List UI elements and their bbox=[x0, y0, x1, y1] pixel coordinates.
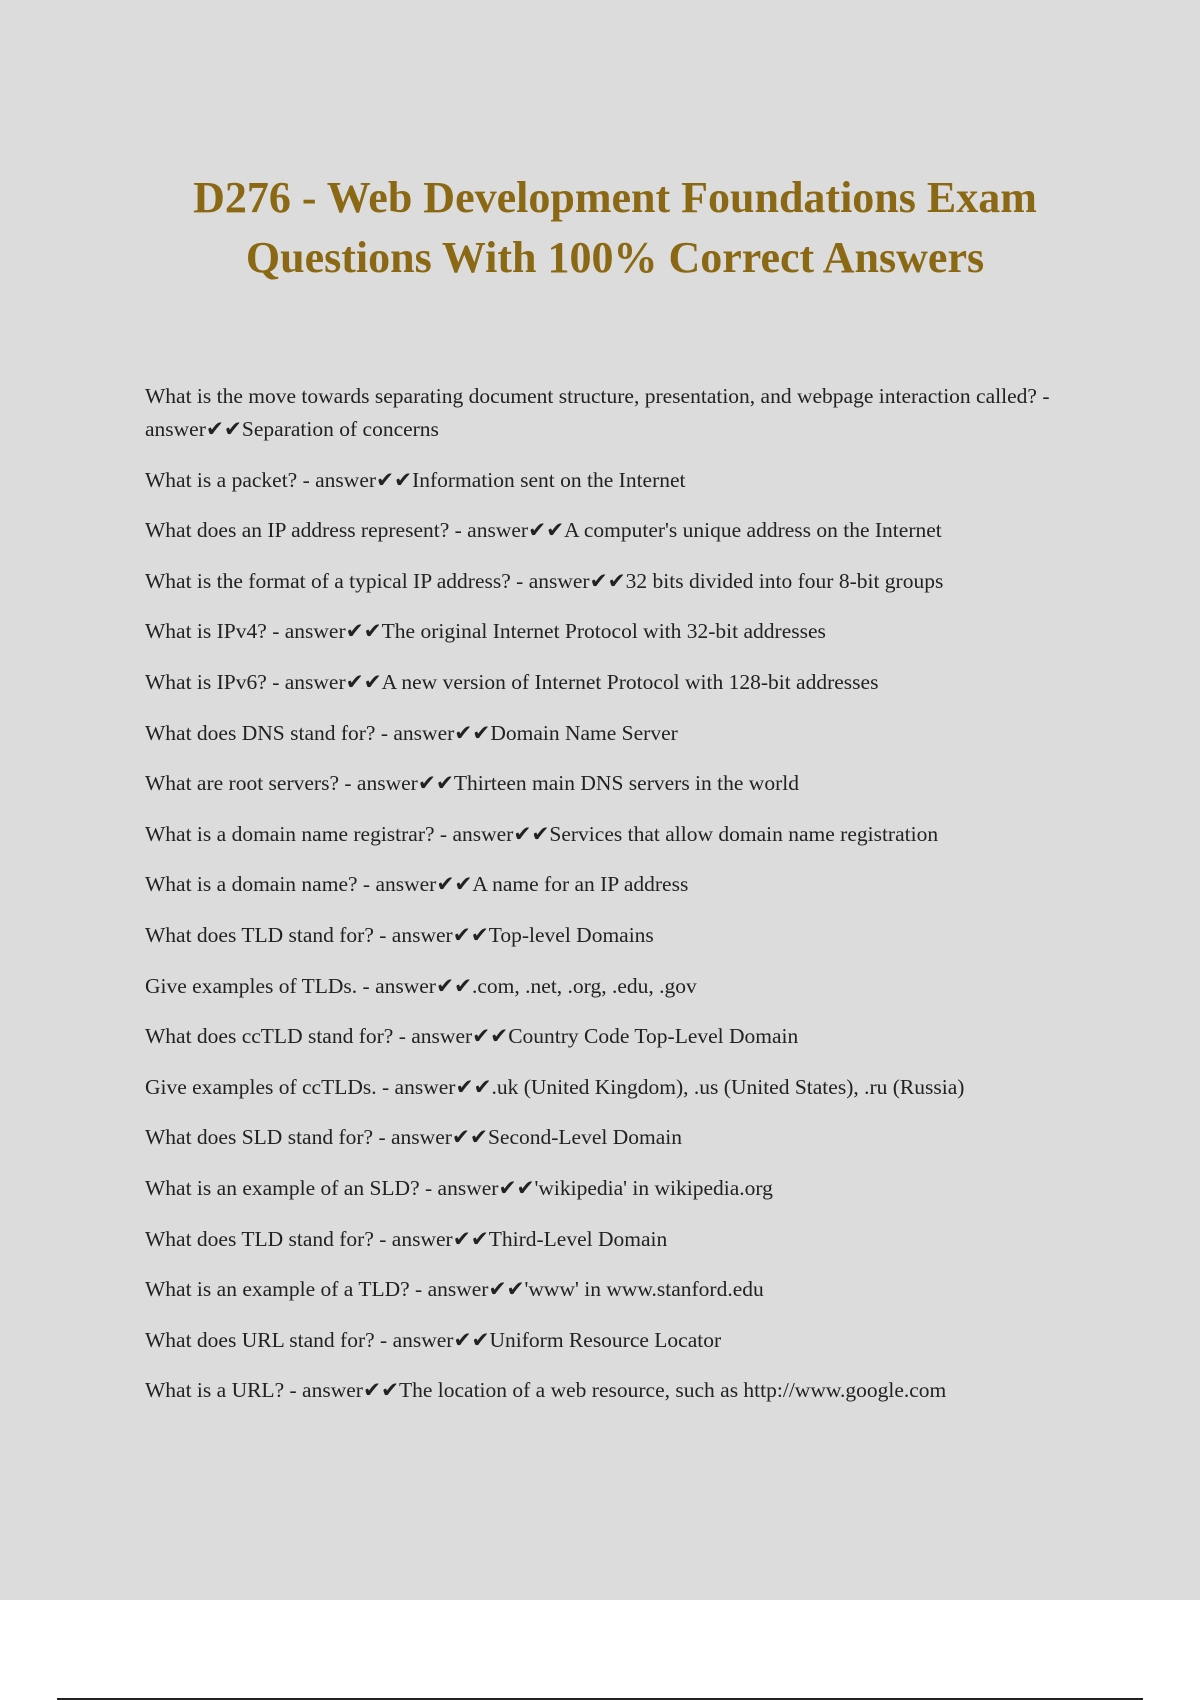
check-icon: ✔✔ bbox=[345, 619, 382, 644]
answer-text: 32 bits divided into four 8-bit groups bbox=[625, 568, 944, 593]
check-icon: ✔✔ bbox=[453, 1327, 490, 1352]
qa-item bbox=[145, 1273, 1085, 1306]
answer-text: Third-Level Domain bbox=[488, 1226, 668, 1251]
qa-item bbox=[145, 1324, 1085, 1357]
check-icon: ✔✔ bbox=[376, 467, 413, 492]
answer-separator: - answer bbox=[434, 821, 514, 846]
answer-text: 'www' in www.stanford.edu bbox=[524, 1277, 764, 1302]
answer-separator: - answer bbox=[373, 1226, 453, 1251]
answer-separator: - answer bbox=[284, 1378, 363, 1403]
question-text: What is IPv6? bbox=[145, 669, 267, 694]
check-icon: ✔✔ bbox=[513, 821, 550, 846]
answer-text: Second-Level Domain bbox=[487, 1125, 682, 1150]
question-text: Give examples of TLDs. bbox=[145, 973, 358, 998]
question-text: What is a packet? bbox=[145, 467, 298, 492]
check-icon: ✔✔ bbox=[472, 1024, 509, 1049]
answer-separator: - answer bbox=[339, 771, 418, 796]
question-text: What is IPv4? bbox=[145, 619, 267, 644]
answer-separator: - answer bbox=[357, 872, 437, 897]
question-text: What is an example of an SLD? bbox=[145, 1175, 420, 1200]
qa-item bbox=[145, 919, 1085, 952]
answer-separator: - answer bbox=[393, 1024, 473, 1049]
answer-text: A new version of Internet Protocol with 128-bit addresses bbox=[381, 669, 879, 694]
answer-text: Uniform Resource Locator bbox=[489, 1327, 722, 1352]
qa-item bbox=[145, 1223, 1085, 1256]
qa-item bbox=[145, 767, 1085, 800]
qa-item bbox=[145, 970, 1085, 1003]
qa-item bbox=[145, 1374, 1085, 1407]
qa-item bbox=[145, 380, 1085, 446]
answer-separator: - answer bbox=[375, 720, 455, 745]
check-icon: ✔✔ bbox=[454, 720, 491, 745]
answer-separator: - answer bbox=[374, 1327, 454, 1352]
question-text: What does an IP address represent? bbox=[145, 518, 450, 543]
answer-separator: - answer bbox=[145, 384, 1050, 441]
qa-item bbox=[145, 1121, 1085, 1154]
check-icon: ✔✔ bbox=[452, 922, 489, 947]
qa-item bbox=[145, 818, 1085, 851]
answer-text: A name for an IP address bbox=[472, 872, 689, 897]
question-text: What does ccTLD stand for? bbox=[145, 1024, 394, 1049]
answer-text: Country Code Top-Level Domain bbox=[508, 1024, 799, 1049]
answer-text: Information sent on the Internet bbox=[412, 467, 686, 492]
document-title: D276 - Web Development Foundations Exam Questions With 100% Correct Answers bbox=[193, 173, 1037, 282]
answer-separator: - answer bbox=[297, 467, 377, 492]
answer-text: Services that allow domain name registration bbox=[549, 821, 939, 846]
check-icon: ✔✔ bbox=[452, 1226, 489, 1251]
answer-separator: - answer bbox=[357, 973, 436, 998]
check-icon: ✔✔ bbox=[498, 1175, 535, 1200]
question-text: What is the move towards separating document structure, presentation, and webpage interaction called? bbox=[145, 384, 1037, 408]
question-text: What is a URL? bbox=[145, 1378, 285, 1403]
question-text: What is a domain name registrar? bbox=[145, 821, 435, 846]
answer-text: Top-level Domains bbox=[488, 922, 654, 947]
check-icon: ✔✔ bbox=[345, 669, 382, 694]
check-icon: ✔✔ bbox=[417, 771, 454, 796]
qa-item bbox=[145, 868, 1085, 901]
answer-separator: - answer bbox=[266, 669, 346, 694]
answer-text: The original Internet Protocol with 32-bit addresses bbox=[381, 619, 826, 644]
answer-text: .uk (United Kingdom), .us (United States), .ru (Russia) bbox=[491, 1074, 965, 1099]
check-icon: ✔✔ bbox=[589, 568, 626, 593]
answer-separator: - answer bbox=[266, 619, 346, 644]
answer-separator: - answer bbox=[376, 1074, 456, 1099]
check-icon: ✔✔ bbox=[528, 518, 565, 543]
question-text: Give examples of ccTLDs. bbox=[145, 1074, 377, 1099]
qa-item bbox=[145, 565, 1085, 598]
question-text: What is the format of a typical IP address? bbox=[145, 568, 511, 593]
answer-separator: - answer bbox=[419, 1175, 499, 1200]
answer-text: Separation of concerns bbox=[241, 417, 439, 441]
answer-text: 'wikipedia' in wikipedia.org bbox=[534, 1175, 773, 1200]
question-text: What does TLD stand for? bbox=[145, 922, 374, 947]
qa-item bbox=[145, 666, 1085, 699]
check-icon: ✔✔ bbox=[205, 417, 242, 441]
qa-item bbox=[145, 615, 1085, 648]
answer-text: .com, .net, .org, .edu, .gov bbox=[472, 973, 697, 998]
question-text: What does DNS stand for? bbox=[145, 720, 376, 745]
answer-separator: - answer bbox=[409, 1277, 489, 1302]
answer-separator: - answer bbox=[510, 568, 590, 593]
check-icon: ✔✔ bbox=[455, 1074, 492, 1099]
question-text: What does SLD stand for? bbox=[145, 1125, 374, 1150]
answer-text: Domain Name Server bbox=[490, 720, 678, 745]
answer-separator: - answer bbox=[373, 1125, 452, 1150]
check-icon: ✔✔ bbox=[451, 1125, 488, 1150]
check-icon: ✔✔ bbox=[436, 872, 473, 897]
question-text: What does TLD stand for? bbox=[145, 1226, 374, 1251]
qa-item bbox=[145, 1071, 1085, 1104]
answer-text: Thirteen main DNS servers in the world bbox=[453, 771, 799, 796]
question-text: What is an example of a TLD? bbox=[145, 1277, 410, 1302]
qa-item bbox=[145, 717, 1085, 750]
answer-text: The location of a web resource, such as http://www.google.com bbox=[398, 1378, 947, 1403]
qa-item bbox=[145, 464, 1085, 497]
check-icon: ✔✔ bbox=[435, 973, 473, 998]
qa-item bbox=[145, 1020, 1085, 1053]
question-text: What is a domain name? bbox=[145, 872, 358, 897]
check-icon: ✔✔ bbox=[362, 1378, 399, 1403]
answer-separator: - answer bbox=[449, 518, 529, 543]
question-text: What does URL stand for? bbox=[145, 1327, 375, 1352]
qa-list bbox=[145, 380, 1085, 1425]
check-icon: ✔✔ bbox=[488, 1277, 525, 1302]
question-text: What are root servers? bbox=[145, 771, 339, 796]
answer-text: A computer's unique address on the Internet bbox=[564, 518, 942, 543]
answer-separator: - answer bbox=[373, 922, 453, 947]
qa-item bbox=[145, 514, 1085, 547]
qa-item bbox=[145, 1172, 1085, 1205]
